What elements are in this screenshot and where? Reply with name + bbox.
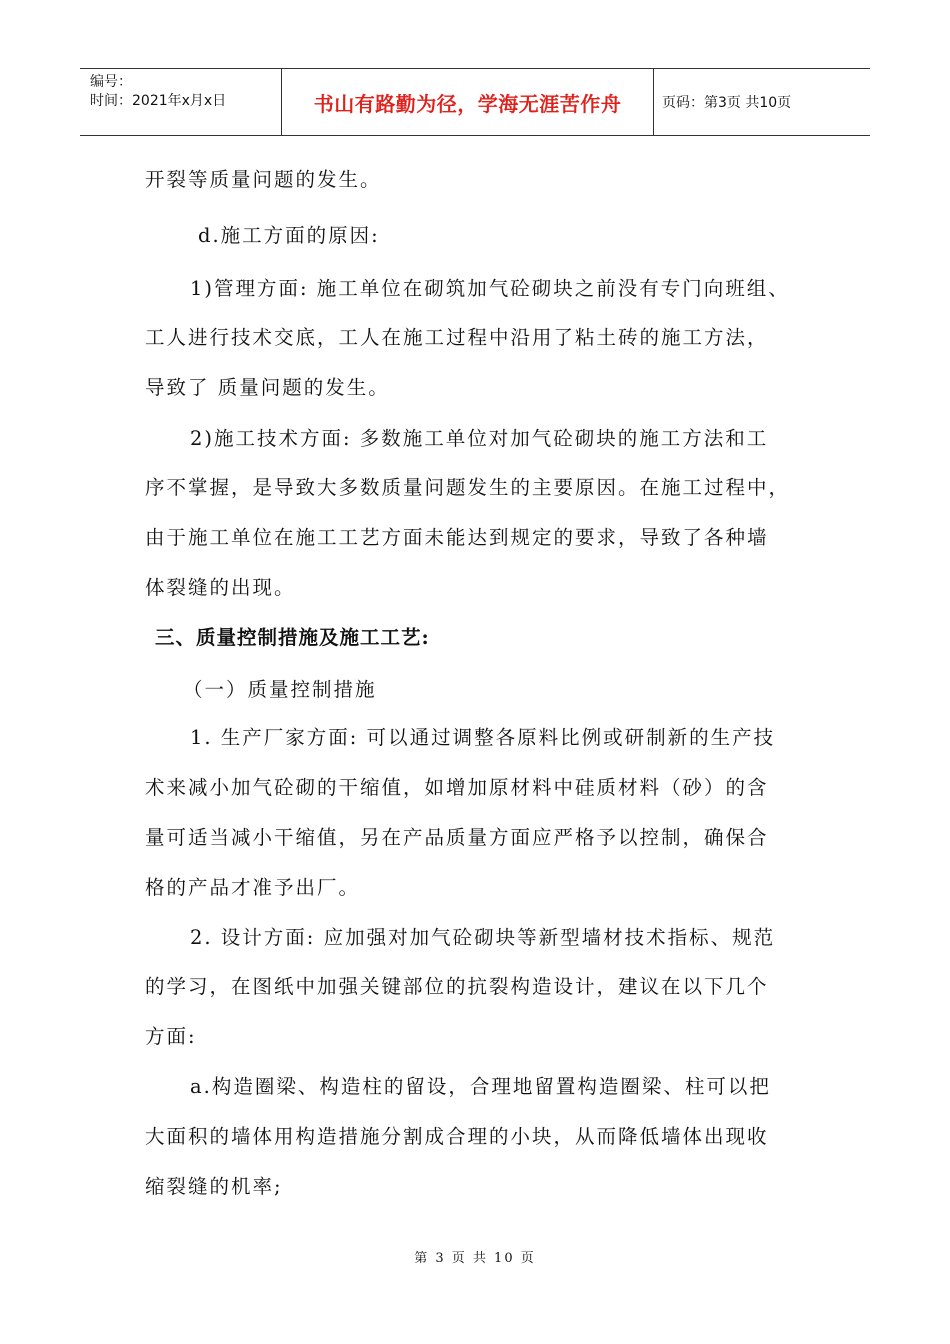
page-header <box>80 68 870 136</box>
body-line: 工人进行技术交底，工人在施工过程中沿用了粘土砖的施工方法， <box>145 326 769 349</box>
body-line: a.构造圈梁、构造柱的留设，合理地留置构造圈梁、柱可以把 <box>190 1075 771 1098</box>
header-page-label: 页码：第3页 共10页 <box>662 95 792 111</box>
subsection-heading: （一）质量控制措施 <box>183 678 377 701</box>
header-motto-cell <box>282 69 654 135</box>
document-time-label: 时间：2021年x月x日 <box>90 93 227 109</box>
body-line: 2)施工技术方面: 多数施工单位对加气砼砌块的施工方法和工 <box>190 427 769 450</box>
document-number-label: 编号： <box>90 74 132 90</box>
body-line: 体裂缝的出现。 <box>145 576 296 599</box>
page-footer: 第 3 页 共 10 页 <box>414 1251 536 1266</box>
body-line: 的学习，在图纸中加强关键部位的抗裂构造设计，建议在以下几个 <box>145 975 769 998</box>
body-line: 大面积的墙体用构造措施分割成合理的小块，从而降低墙体出现收 <box>145 1125 769 1148</box>
section-heading: 三、质量控制措施及施工工艺: <box>155 626 430 649</box>
body-line: 术来减小加气砼砌的干缩值，如增加原材料中硅质材料（砂）的含 <box>145 776 769 799</box>
body-line: 格的产品才准予出厂。 <box>145 876 361 899</box>
body-line: 开裂等质量问题的发生。 <box>145 168 382 191</box>
body-line: 缩裂缝的机率; <box>145 1175 283 1198</box>
body-line: 由于施工单位在施工工艺方面未能达到规定的要求，导致了各种墙 <box>145 526 769 549</box>
body-line: 1. 生产厂家方面: 可以通过调整各原料比例或研制新的生产技 <box>190 726 776 749</box>
body-line: 量可适当减小干缩值，另在产品质量方面应严格予以控制，确保合 <box>145 826 769 849</box>
body-line: d.施工方面的原因: <box>198 224 380 247</box>
header-left-cell <box>80 69 282 135</box>
header-page-cell <box>654 69 870 135</box>
header-motto: 书山有路勤为径，学海无涯苦作舟 <box>313 91 622 116</box>
body-line: 导致了 质量问题的发生。 <box>145 376 390 399</box>
body-line: 2. 设计方面: 应加强对加气砼砌块等新型墙材技术指标、规范 <box>190 926 776 949</box>
body-line: 序不掌握，是导致大多数质量问题发生的主要原因。在施工过程中， <box>145 476 791 499</box>
body-line: 1)管理方面: 施工单位在砌筑加气砼砌块之前没有专门向班组、 <box>190 277 790 300</box>
body-line: 方面: <box>145 1025 197 1048</box>
